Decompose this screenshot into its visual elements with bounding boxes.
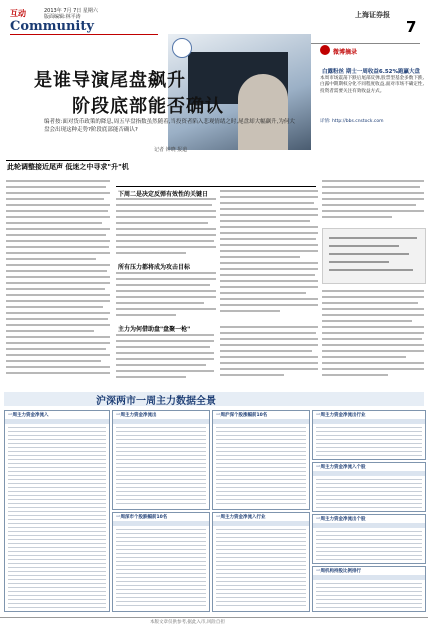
table-row xyxy=(116,561,206,562)
table-title: 一周主力资金净流出 xyxy=(116,413,157,418)
table-row xyxy=(116,597,206,598)
right-body: 本周市场震荡下跌后尾部反弹,股票型基金多数下跌,白露中期期权分化不同程度收益,面对市场不确定性,投资者需要关注有效收益方式。 xyxy=(320,76,424,94)
table-row xyxy=(8,543,106,544)
table-row xyxy=(116,553,206,554)
table-row xyxy=(216,601,306,602)
table-row xyxy=(8,491,106,492)
table-row xyxy=(116,431,206,432)
table-row xyxy=(216,439,306,440)
data-table xyxy=(112,410,210,510)
table-row xyxy=(8,603,106,604)
data-band-title: 沪深两市一周主力数据全景 xyxy=(96,396,216,407)
table-row xyxy=(216,459,306,460)
table-row xyxy=(216,597,306,598)
left-column-text xyxy=(6,180,110,380)
table-row xyxy=(216,475,306,476)
table-title: 一周主力资金净流入 xyxy=(8,413,49,418)
table-row xyxy=(116,475,206,476)
table-row xyxy=(116,565,206,566)
table-row xyxy=(216,451,306,452)
table-row xyxy=(316,483,422,484)
right-tag: 微博摘录 xyxy=(333,49,358,56)
photo-person xyxy=(238,74,288,150)
right-column-text-b xyxy=(322,290,424,385)
table-row xyxy=(8,587,106,588)
lead-paragraph: 编者按:面对货币政策的降息,周五早盘指数虽然随着,当投资者陷入悲观情绪之时,尾盘却大幅飙升,为何大盘会出现这种走势?阶段底部能否确认? xyxy=(44,119,295,133)
table-row xyxy=(116,585,206,586)
table-row xyxy=(216,541,306,542)
table-row xyxy=(8,503,106,504)
table-row xyxy=(8,495,106,496)
issue-date: 2013年 7月 7日 星期六 版面编辑:林平涛 xyxy=(44,8,98,20)
table-row xyxy=(216,585,306,586)
table-title: 一周主力资金净流出行业 xyxy=(316,413,366,418)
data-table xyxy=(312,410,426,460)
table-row xyxy=(8,475,106,476)
table-row xyxy=(216,467,306,468)
table-row xyxy=(8,479,106,480)
table-row xyxy=(316,427,422,428)
table-row xyxy=(8,459,106,460)
table-title: 一周沪深个股涨幅前10名 xyxy=(216,413,268,418)
table-row xyxy=(316,559,422,560)
table-row xyxy=(8,579,106,580)
footer-text: 本版文章仅供参考,据此入市,风险自担 xyxy=(150,620,225,625)
table-row xyxy=(216,553,306,554)
table-row xyxy=(116,427,206,428)
table-row xyxy=(216,435,306,436)
table-row xyxy=(8,471,106,472)
table-row xyxy=(216,431,306,432)
table-row xyxy=(116,451,206,452)
table-row xyxy=(116,483,206,484)
table-row xyxy=(8,571,106,572)
table-row xyxy=(8,595,106,596)
table-row xyxy=(316,431,422,432)
table-row xyxy=(316,547,422,548)
table-row xyxy=(216,593,306,594)
table-row xyxy=(316,539,422,540)
table-row xyxy=(316,587,422,588)
table-row xyxy=(8,435,106,436)
table-row xyxy=(8,511,106,512)
table-row xyxy=(116,593,206,594)
table-row xyxy=(316,455,422,456)
table-row xyxy=(116,529,206,530)
table-row xyxy=(8,487,106,488)
headline-line2: 阶段底部能否确认 xyxy=(72,96,224,117)
table-row xyxy=(116,569,206,570)
table-row xyxy=(316,531,422,532)
table-row xyxy=(8,467,106,468)
table-title: 一周主力资金净流出个股 xyxy=(316,517,366,522)
table-row xyxy=(116,503,206,504)
table-row xyxy=(116,537,206,538)
table-row xyxy=(116,447,206,448)
page-number: 7 xyxy=(406,18,417,36)
table-row xyxy=(216,455,306,456)
table-row xyxy=(216,463,306,464)
table-row xyxy=(316,443,422,444)
table-row xyxy=(316,479,422,480)
data-table xyxy=(212,410,310,510)
right-link[interactable]: 详情: http://bbs.cnstock.com xyxy=(320,119,384,124)
right-title: 白露粉丝 期士一周收益6.52%跑赢大盘 xyxy=(322,69,420,75)
table-row xyxy=(216,483,306,484)
table-row xyxy=(216,569,306,570)
table-row xyxy=(116,549,206,550)
table-row xyxy=(8,567,106,568)
table-row xyxy=(116,455,206,456)
table-row xyxy=(8,559,106,560)
table-row xyxy=(316,499,422,500)
left-rule xyxy=(6,160,110,161)
table-row xyxy=(316,447,422,448)
center-text-c xyxy=(116,272,216,320)
table-row xyxy=(8,575,106,576)
center-text-a xyxy=(116,198,216,258)
table-title: 一周主力资金净流入行业 xyxy=(216,515,266,520)
table-row xyxy=(216,589,306,590)
table-row xyxy=(116,577,206,578)
table-row xyxy=(8,431,106,432)
table-row xyxy=(8,463,106,464)
table-row xyxy=(8,523,106,524)
table-row xyxy=(316,495,422,496)
table-row xyxy=(8,531,106,532)
table-row xyxy=(316,551,422,552)
table-row xyxy=(8,519,106,520)
table-row xyxy=(316,583,422,584)
table-row xyxy=(316,535,422,536)
left-column-title: 此轮调整接近尾声 低迷之中寻求"升"机 xyxy=(7,163,129,171)
table-row xyxy=(8,539,106,540)
center-text-e xyxy=(220,326,318,386)
table-row xyxy=(8,583,106,584)
table-row xyxy=(116,463,206,464)
table-row xyxy=(116,541,206,542)
table-row xyxy=(316,603,422,604)
data-table xyxy=(212,512,310,612)
table-row xyxy=(216,565,306,566)
data-table xyxy=(4,410,110,612)
table-row xyxy=(8,563,106,564)
table-row xyxy=(116,605,206,606)
table-row xyxy=(316,435,422,436)
table-row xyxy=(216,581,306,582)
table-row xyxy=(116,471,206,472)
table-row xyxy=(216,427,306,428)
table-row xyxy=(116,439,206,440)
brand-label: 互动 xyxy=(10,9,26,18)
subhead-2: 所有压力都将成为攻击目标 xyxy=(118,264,191,271)
table-row xyxy=(216,537,306,538)
ad-block xyxy=(322,228,426,284)
table-row xyxy=(316,503,422,504)
table-row xyxy=(8,455,106,456)
table-row xyxy=(316,507,422,508)
table-row xyxy=(8,447,106,448)
table-row xyxy=(116,491,206,492)
table-row xyxy=(116,545,206,546)
center-text-b xyxy=(220,190,318,320)
data-table xyxy=(312,514,426,564)
table-row xyxy=(116,459,206,460)
paper-name: 上海证券报 xyxy=(355,11,390,19)
table-row xyxy=(216,487,306,488)
table-row xyxy=(216,495,306,496)
table-row xyxy=(216,573,306,574)
table-row xyxy=(216,471,306,472)
table-row xyxy=(8,591,106,592)
table-row xyxy=(116,479,206,480)
table-row xyxy=(116,601,206,602)
table-row xyxy=(8,515,106,516)
center-rule xyxy=(116,186,316,187)
table-row xyxy=(8,451,106,452)
table-row xyxy=(316,595,422,596)
table-row xyxy=(116,573,206,574)
table-row xyxy=(216,545,306,546)
section-title: Community xyxy=(10,19,94,34)
table-row xyxy=(116,443,206,444)
data-table xyxy=(312,566,426,612)
table-row xyxy=(116,495,206,496)
table-row xyxy=(8,439,106,440)
table-row xyxy=(8,547,106,548)
data-table xyxy=(112,512,210,612)
table-row xyxy=(316,591,422,592)
table-row xyxy=(8,551,106,552)
section-rule xyxy=(10,34,158,35)
table-row xyxy=(116,589,206,590)
table-row xyxy=(316,607,422,608)
table-row xyxy=(8,443,106,444)
table-row xyxy=(316,439,422,440)
weibo-icon xyxy=(320,45,330,55)
table-row xyxy=(216,549,306,550)
table-row xyxy=(216,561,306,562)
data-table xyxy=(312,462,426,512)
badge-icon xyxy=(172,38,192,58)
table-row xyxy=(316,451,422,452)
table-row xyxy=(216,557,306,558)
table-title: 一周主力资金净流入个股 xyxy=(316,465,366,470)
table-row xyxy=(8,599,106,600)
table-row xyxy=(116,487,206,488)
table-title: 一周机构持股比例排行 xyxy=(316,569,361,574)
table-row xyxy=(216,533,306,534)
table-row xyxy=(8,527,106,528)
table-row xyxy=(216,491,306,492)
table-row xyxy=(216,529,306,530)
table-row xyxy=(116,435,206,436)
byline: 记者 钟晓 报道 xyxy=(154,147,188,153)
table-row xyxy=(216,479,306,480)
table-row xyxy=(116,467,206,468)
table-row xyxy=(216,447,306,448)
table-row xyxy=(216,499,306,500)
table-row xyxy=(116,557,206,558)
table-row xyxy=(8,499,106,500)
subhead-3: 主力为何借助盘"盘聚一枪" xyxy=(118,326,191,333)
table-row xyxy=(216,443,306,444)
table-row xyxy=(8,555,106,556)
table-row xyxy=(316,599,422,600)
subhead-1: 下周二是决定反弹有效性的关键日 xyxy=(118,191,209,198)
table-row xyxy=(8,483,106,484)
table-row xyxy=(216,605,306,606)
table-row xyxy=(8,427,106,428)
table-title: 一周深市个股跌幅前10名 xyxy=(116,515,168,520)
table-row xyxy=(116,533,206,534)
table-row xyxy=(216,577,306,578)
headline-line1: 是谁导演尾盘飙升 xyxy=(34,70,186,91)
table-row xyxy=(8,535,106,536)
table-row xyxy=(8,607,106,608)
table-row xyxy=(216,503,306,504)
right-column-text xyxy=(322,180,424,220)
table-row xyxy=(116,499,206,500)
table-row xyxy=(8,507,106,508)
table-row xyxy=(316,555,422,556)
table-row xyxy=(316,487,422,488)
table-row xyxy=(116,581,206,582)
table-row xyxy=(316,543,422,544)
table-row xyxy=(316,491,422,492)
